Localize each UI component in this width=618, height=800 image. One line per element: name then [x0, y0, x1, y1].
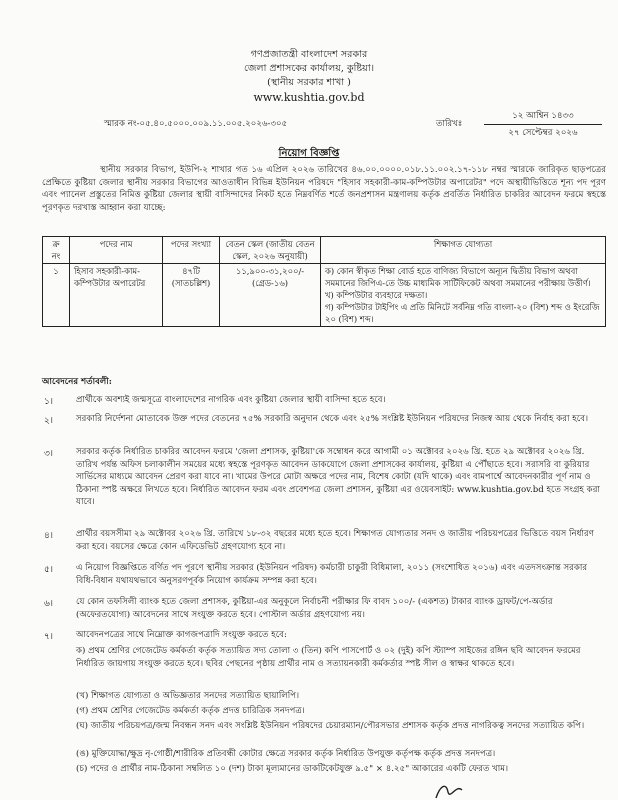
- condition-text: প্রার্থীকে অবশ্যই জন্মসূত্রে বাংলাদেশের নাগরিক এবং কুষ্টিয়া জেলার স্থায়ী বাসিন্দা হতে হবে।: [76, 395, 386, 405]
- table-header-row: [43, 237, 606, 264]
- header-post: পদের নাম: [70, 237, 163, 264]
- header-qualification: শিক্ষাগত যোগ্যতা: [321, 237, 606, 264]
- condition-number: ১।: [44, 397, 53, 407]
- attachment-item: (গ) প্রথম শ্রেণির গেজেটেড কর্মকর্তা কর্তৃক প্রদত্ত চারিত্রিক সনদপত্র।: [76, 706, 305, 716]
- qualification-a: ক) কোন স্বীকৃত শিক্ষা বোর্ড হতে বাণিজ্য বিভাগে অন্যূন দ্বিতীয় বিভাগ অথবা সমমানের জিপিএ-তে উচ্চ মাধ্যমিক সার্টিফিকেট অথবা সমমানের পরীক্ষায় উত্তীর্ণ।: [325, 266, 591, 288]
- attachment-item: ক) প্রথম শ্রেণির গেজেটেড কর্মকর্তা কর্তৃক সত্যায়িত সদ্য তোলা ৩ (তিন) কপি পাসপোর্ট ও ০২ (দুই) কপি স্ট্যাম্প সাইজের রঙ্গিন ছবি আবেদন ফরমের নির্ধারিত জায়গায় সংযুক্ত করতে হবে। ছবির পেছনের পৃষ্ঠায় প্রার্থীর নাম ও সত্যায়নকারী কর্মকর্তার স্পষ্ট সীল ও স্বাক্ষর থাকতে হবে।: [76, 646, 581, 669]
- header-serial: ক্র নং: [43, 237, 70, 264]
- condition-text: সরকারি নির্দেশনা মোতাবেক উক্ত পদের বেতনের ৭৫% সরকারি অনুদান থেকে এবং ২৫% সংশ্লিষ্ট ইউনিয়ন পরিষদের নিজস্ব আয় থেকে নির্বাহ করা হবে।: [76, 414, 589, 424]
- row-count: ৪৭টি (সাতচল্লিশ): [163, 264, 220, 327]
- date-bangla: ১২ আশ্বিন ১৪৩৩: [484, 110, 602, 125]
- date-label: তারিখঃ: [436, 119, 463, 129]
- row-scale: ১১,৯০০-৩১,২০০/- (গ্রেড-১৬): [220, 264, 321, 327]
- attachment-item: (খ) শিক্ষাগত যোগ্যতা ও অভিজ্ঞতার সনদের সত্যায়িত ছায়ালিপি।: [76, 691, 300, 701]
- condition-number: ৩।: [44, 449, 53, 459]
- table-row: [43, 264, 606, 327]
- attachment-item: (চ) পদের ও প্রার্থীর নাম-ঠিকানা সম্বলিত ১০ (দশ) টাকা মূল্যমানের ডাকটিকেটযুক্ত ৯.৫" × ৪.২৫" আকারের একটি ফেরত খাম।: [76, 764, 509, 774]
- condition-number: ৫।: [44, 565, 53, 575]
- condition-text: যে কোন তফসিলী ব্যাংক হতে জেলা প্রশাসক, কুষ্টিয়া-এর অনুকূলে নির্বাচনী পরীক্ষার ফি বাবদ ১০০/- (একশত) টাকার ব্যাংক ড্রাফট/পে-অর্ডার (অফেরতযোগ্য) আবেদনের সাথে সংযুক্ত করতে হবে। পোস্টাল অর্ডার গ্রহণযোগ্য নয়।: [76, 597, 553, 620]
- attachment-item: (ঘ) জাতীয় পরিচয়পত্র/জন্ম নিবন্ধন সনদ এবং সংশ্লিষ্ট ইউনিয়ন পরিষদের চেয়ারম্যান/পৌরসভার প্রশাসক কর্তৃক প্রদত্ত নাগরিকত্ব সনদের সত্যায়িত কপি।: [76, 721, 585, 731]
- office-name: জেলা প্রশাসকের কার্যালয়, কুষ্টিয়া।: [243, 63, 375, 74]
- posts-table: [42, 236, 606, 327]
- row-post: হিসাব সহকারী-কাম-কম্পিউটার অপারেটর: [70, 264, 163, 327]
- condition-number: ৭।: [44, 632, 53, 642]
- condition-number: ৪।: [44, 531, 53, 541]
- qualification-c: গ) কম্পিউটার টাইপিং এ প্রতি মিনিটে সর্বনিম্ন গতি বাংলা-২০ (বিশ) শব্দ ও ইংরেজি ২০ (বিশ) শব্দ।: [325, 302, 600, 324]
- condition-number: ২।: [44, 416, 53, 426]
- qualification-b: খ) কম্পিউটার ব্যবহারে দক্ষতা।: [325, 290, 428, 300]
- row-qualification: [321, 264, 606, 327]
- memo-number: স্মারক নং-০৫.৪০.৫০০০.০০৯.১১.০০৫.২০২৬-৩০৫: [104, 119, 288, 129]
- header-count: পদের সংখ্যা: [163, 237, 220, 264]
- website-link[interactable]: www.kushtia.gov.bd: [253, 91, 365, 104]
- notice-title: নিয়োগ বিজ্ঞপ্তি: [278, 148, 340, 159]
- header-scale: বেতন স্কেল (জাতীয় বেতন স্কেল, ২০২৬ অনুযায়ী): [220, 237, 321, 264]
- date-english: ২৭ সেপ্টেম্বর ২০২৬: [508, 128, 578, 138]
- condition-text: এ নিয়োগ বিজ্ঞপ্তিতে বর্ণিত পদ পূরণে স্থানীয় সরকার (ইউনিয়ন পরিষদ) কর্মচারী চাকুরী বিধিমালা, ২০১১ (সংশোধিত ২০১৬) এবং এতদসংক্রান্ত সরকার বিধি-বিধান যথাযথভাবে অনুসরণপূর্বক নিয়োগ কার্যক্রম সম্পন্ন করা হবে।: [76, 563, 588, 586]
- conditions-title: আবেদনের শর্তাবলী:: [42, 377, 112, 387]
- condition-text: প্রার্থীর বয়সসীমা ২৯ অক্টোবর ২০২৬ খ্রি. তারিখে ১৮-৩২ বছরের মধ্যে হতে হবে। শিক্ষাগত যোগ্যতার সনদ ও জাতীয় পরিচয়পত্রের ভিত্তিতে বয়স নির্ধারণ করা হবে। বয়সের ক্ষেত্রে কোন এফিডেভিট গ্রহণযোগ্য হবে না।: [76, 529, 594, 552]
- condition-number: ৬।: [44, 599, 53, 609]
- gov-title: গণপ্রজাতন্ত্রী বাংলাদেশ সরকার: [250, 49, 368, 60]
- attachment-item: (ঙ) মুক্তিযোদ্ধা/ক্ষুদ্র নৃ-গোষ্ঠী/শারীরিক প্রতিবন্ধী কোটার ক্ষেত্রে সরকার কর্তৃক নির্ধারিত উপযুক্ত কর্তৃপক্ষ কর্তৃক প্রদত্ত সনদপত্র।: [76, 749, 496, 759]
- signature-mark: [432, 780, 468, 800]
- condition-text: সরকার কর্তৃক নির্ধারিত চাকরির আবেদন ফরমে 'জেলা প্রশাসক, কুষ্টিয়া'কে সম্বোধন করে আগামী ০১ অক্টোবর ২০২৬ খ্রি. হতে ২৯ অক্টোবর ২০২৬ খ্রি. তারিখ পর্যন্ত অফিস চলাকালীন সময়ের মধ্যে স্বহস্তে পূরণকৃত আবেদন ডাকযোগে জেলা প্রশাসকের কার্যালয়, কুষ্টিয়া এ পৌঁছাতে হবে। সরাসরি বা কুরিয়ার সার্ভিসের মাধ্যমে আবেদন প্রেরণ করা যাবে না। খামের উপরে মোটা অক্ষরে পদের নাম, বিশেষ কোটা (যদি থাকে) এবং বামপার্শ্বে আবেদনকারীর পূর্ণ নাম ও ঠিকানা স্পষ্ট অক্ষরে লিখতে হবে। নির্ধারিত আবেদন ফরম এবং প্রবেশপত্র জেলা প্রশাসন, কুষ্টিয়া এর ওয়েবসাইট: www.kushtia.gov.bd হতে সংগ্রহ করা যাবে।: [76, 447, 600, 508]
- section-name: (স্থানীয় সরকার শাখা ): [267, 77, 351, 88]
- condition-text: আবেদনপত্রের সাথে নিম্নোক্ত কাগজপত্রাদি সংযুক্ত করতে হবে:: [76, 630, 287, 640]
- row-serial: ১: [43, 264, 70, 327]
- intro-paragraph: স্থানীয় সরকার বিভাগ, ইউপি-২ শাখার গত ১৬ এপ্রিল ২০২৬ তারিখের ৪৬.০০.০০০০.০১৮.১১.০০২.১৭-১১৮ নম্বর স্মারকে জারিকৃত ছাড়পত্রের প্রেক্ষিতে কুষ্টিয়া জেলার স্থানীয় সরকার বিভাগের আওতাধীন বিভিন্ন ইউনিয়ন পরিষদে "হিসাব সহকারী-কাম-কম্পিউটার অপারেটর" পদে অস্থায়ীভিত্তিতে শূন্য পদ পূরণ এবং প্যানেল প্রস্তুতের নিমিত্ত কুষ্টিয়া জেলার স্থায়ী বাসিন্দাদের নিকট হতে নিম্নবর্ণিত শর্তে জনপ্রশাসন মন্ত্রণালয় কর্তৃক প্রবর্তিত নির্ধারিত চাকরির আবেদন ফরমে স্বহস্তে পূরণকৃত দরখাস্ত আহ্বান করা যাচ্ছে:: [42, 165, 606, 213]
